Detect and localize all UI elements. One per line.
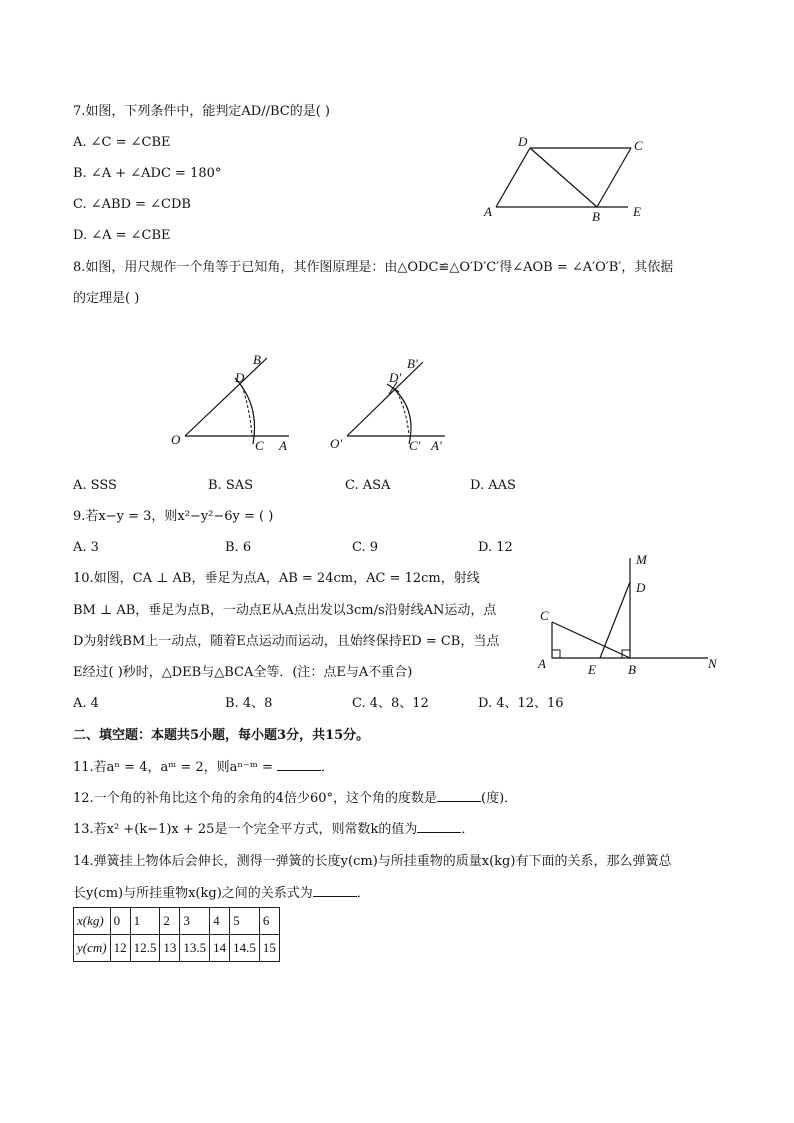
- q11-answer-blank[interactable]: [277, 758, 321, 771]
- q10-label-e: E: [588, 662, 596, 677]
- table-cell: 1: [130, 908, 160, 935]
- table-row: [74, 908, 280, 935]
- q7-label-c: C: [634, 138, 643, 153]
- q13: [73, 820, 474, 839]
- q11-text: 11.若aⁿ = 4，aᵐ = 2，则aⁿ⁻ᵐ =: [73, 760, 277, 775]
- q8-figure: [165, 350, 475, 460]
- q7-figure: [478, 130, 658, 225]
- q7-label-e: E: [633, 204, 641, 219]
- q8-label-b-prime: B′: [407, 356, 418, 371]
- q10-line2: BM ⊥ AB，垂足为点B，一动点E从A点出发以3cm/s沿射线AN运动，点: [73, 603, 497, 618]
- q8-label-c: C: [255, 438, 264, 453]
- q10-label-d: D: [636, 580, 646, 595]
- q9-option-b: B. 6: [225, 540, 252, 555]
- q8-option-a: A. SSS: [73, 478, 117, 493]
- q12-text: 12.一个角的补角比这个角的余角的4倍少60°，这个角的度数是: [73, 791, 437, 806]
- table-cell: 2: [160, 908, 180, 935]
- q9-option-a: A. 3: [73, 540, 99, 555]
- table-cell: y(cm): [74, 935, 111, 962]
- q10-line4: E经过( )秒时，△DEB与△BCA全等．(注：点E与A不重合): [73, 665, 413, 680]
- q7-option-d: D. ∠A = ∠CBE: [73, 228, 171, 243]
- q7-label-d: D: [518, 134, 528, 149]
- q10-label-m: M: [636, 552, 647, 567]
- q8-label-a-prime: A′: [431, 438, 442, 453]
- q14-text: 长y(cm)与所挂重物x(kg)之间的关系式为: [73, 886, 313, 901]
- q11: [73, 758, 334, 777]
- q8-label-d-prime: D′: [389, 370, 402, 385]
- section-2-heading: 二、填空题：本题共5小题，每小题3分，共15分。: [73, 728, 370, 743]
- q9-option-c: C. 9: [352, 540, 379, 555]
- q8-label-d: D: [235, 370, 245, 385]
- table-cell: 12: [110, 935, 130, 962]
- table-cell: x(kg): [74, 908, 111, 935]
- table-cell: 4: [210, 908, 230, 935]
- q10-option-d: D. 4、12、16: [478, 696, 564, 711]
- q8-option-b: B. SAS: [208, 478, 254, 493]
- q10-label-n: N: [708, 656, 717, 671]
- q7-label-b: B: [592, 209, 600, 224]
- q7-stem: 7.如图，下列条件中，能判定AD//BC的是( ): [73, 104, 330, 119]
- q7-option-b: B. ∠A + ∠ADC = 180°: [73, 166, 222, 181]
- q8-label-o: O: [171, 432, 181, 447]
- table-cell: 13: [160, 935, 180, 962]
- q10-label-b: B: [628, 662, 636, 677]
- q12-answer-blank[interactable]: [437, 789, 481, 802]
- table-cell: 0: [110, 908, 130, 935]
- table-cell: 3: [180, 908, 210, 935]
- q7-option-a: A. ∠C = ∠CBE: [73, 135, 171, 150]
- q8-label-b: B: [253, 352, 261, 367]
- q8-stem-line2: 的定理是( ): [73, 291, 140, 306]
- table-cell: 14: [210, 935, 230, 962]
- q7-option-c: C. ∠ABD = ∠CDB: [73, 197, 191, 212]
- q8-stem-line1: 8.如图，用尺规作一个角等于已知角，其作图原理是：由△ODC≌△O′D′C′得∠AOB = ∠A′O′B′，其依据: [73, 260, 674, 275]
- q8-label-c-prime: C′: [409, 438, 421, 453]
- q10-label-a: A: [538, 656, 546, 671]
- q10-figure: [530, 550, 730, 680]
- q10-line3: D为射线BM上一动点，随着E点运动而运动，且始终保持ED = CB，当点: [73, 634, 500, 649]
- q14-line1: 14.弹簧挂上物体后会伸长，测得一弹簧的长度y(cm)与所挂重物的质量x(kg)有下面的关系，那么弹簧总: [73, 854, 672, 869]
- q7-label-a: A: [484, 204, 492, 219]
- q10-option-a: A. 4: [73, 696, 99, 711]
- q13-text: 13.若x² +(k−1)x + 25是一个完全平方式，则常数k的值为: [73, 822, 418, 837]
- q13-end: ．: [461, 822, 475, 837]
- q10-option-b: B. 4、8: [225, 696, 273, 711]
- q14-answer-blank[interactable]: [313, 884, 357, 897]
- q10-label-c: C: [540, 608, 549, 623]
- q13-answer-blank[interactable]: [417, 820, 461, 833]
- q8-label-o-prime: O′: [330, 436, 343, 451]
- table-cell: 6: [259, 908, 279, 935]
- table-cell: 5: [230, 908, 260, 935]
- table-cell: 13.5: [180, 935, 210, 962]
- q10-line1: 10.如图，CA ⊥ AB，垂足为点A，AB = 24cm，AC = 12cm，射线: [73, 571, 480, 586]
- table-cell: 12.5: [130, 935, 160, 962]
- q11-end: ．: [321, 760, 335, 775]
- table-row: [74, 935, 280, 962]
- table-cell: 15: [259, 935, 279, 962]
- q14-end: ．: [356, 886, 370, 901]
- q12-end: (度)．: [481, 791, 518, 806]
- q8-option-c: C. ASA: [345, 478, 391, 493]
- q14-line2: [73, 884, 370, 903]
- q10-option-c: C. 4、8、12: [352, 696, 429, 711]
- q9-option-d: D. 12: [478, 540, 513, 555]
- q9-stem: 9.若x−y = 3，则x²−y²−6y = ( ): [73, 509, 274, 524]
- table-cell: 14.5: [230, 935, 260, 962]
- q12: [73, 789, 517, 808]
- q14-table: [73, 907, 280, 962]
- q8-option-d: D. AAS: [470, 478, 516, 493]
- q8-label-a: A: [279, 438, 287, 453]
